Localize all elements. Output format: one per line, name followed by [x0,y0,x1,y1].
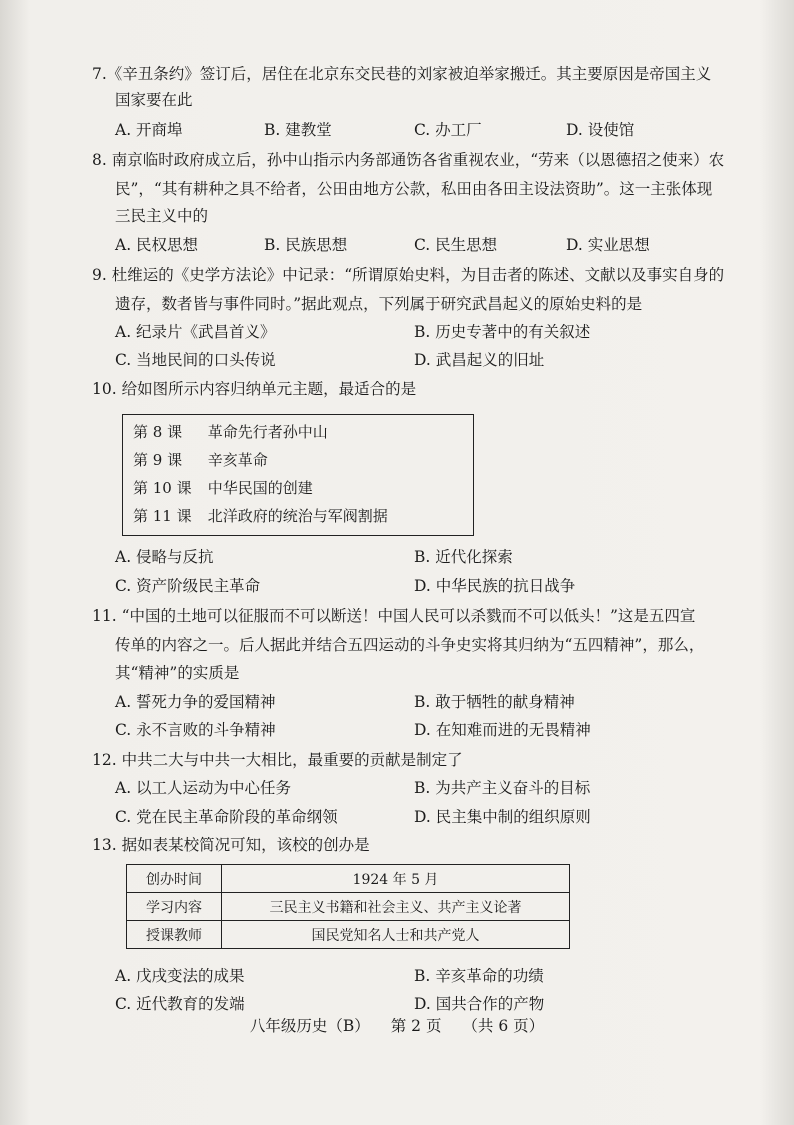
q10-option-b: B. 近代化探索 [414,548,513,566]
lesson-row [133,505,388,526]
q12-option-b: B. 为共产主义奋斗的目标 [414,779,591,797]
lesson-list-box [122,414,474,536]
q8-stem-line1: 8. 南京临时政府成立后，孙中山指示内务部通饬各省重视农业，“劳来（以恩德招之使来）农 [92,151,725,169]
q11-stem-line3: 其“精神”的实质是 [115,664,240,682]
table-row [127,865,570,893]
lesson-number: 第 8 课 [133,423,183,441]
q8-stem-line2: 民”，“其有耕种之具不给者，公田由地方公款，私田由各田主设法资助”。这一主张体现 [115,180,713,198]
footer-subject: 八年级历史（B） [249,1017,370,1035]
q9-option-d: D. 武昌起义的旧址 [414,351,545,369]
lesson-row [133,449,268,470]
q10-stem: 10. 给如图所示内容归纳单元主题，最适合的是 [92,380,417,398]
q8-stem-line3: 三民主义中的 [115,207,209,225]
q7-option-b: B. 建教堂 [264,121,332,139]
q9-stem-line1: 9. 杜维运的《史学方法论》中记录：“所谓原始史料，为目击者的陈述、文献以及事实自身的 [92,266,725,284]
q12-option-d: D. 民主集中制的组织原则 [414,808,591,826]
table-header-cell: 学习内容 [127,893,222,921]
q8-option-d: D. 实业思想 [566,236,650,254]
lesson-number: 第 10 课 [133,479,192,497]
school-info-table [126,864,570,949]
q7-option-a: A. 开商埠 [115,121,183,139]
q11-option-a: A. 誓死力争的爱国精神 [115,693,276,711]
table-cell: 1924 年 5 月 [222,865,570,893]
table-header-cell: 授课教师 [127,921,222,949]
q9-option-a: A. 纪录片《武昌首义》 [115,323,276,341]
q13-option-a: A. 戊戌变法的成果 [115,967,245,985]
q9-option-c: C. 当地民间的口头传说 [115,351,276,369]
q10-option-a: A. 侵略与反抗 [115,548,214,566]
lesson-title: 辛亥革命 [207,451,268,469]
q13-option-b: B. 辛亥革命的功绩 [414,967,544,985]
footer-total-pages: （共 6 页） [462,1017,545,1035]
footer-page-number: 第 2 页 [390,1017,442,1035]
q11-option-b: B. 敢于牺牲的献身精神 [414,693,575,711]
q7-stem-line1: 7.《辛丑条约》签订后，居住在北京东交民巷的刘家被迫举家搬迁。其主要原因是帝国主义 [92,65,712,83]
q11-stem-line1: 11. “中国的土地可以征服而不可以断送！中国人民可以杀戮而不可以低头！”这是五四宣 [92,607,696,625]
table-cell: 三民主义书籍和社会主义、共产主义论著 [222,893,570,921]
q12-option-c: C. 党在民主革命阶段的革命纲领 [115,808,338,826]
q10-option-c: C. 资产阶级民主革命 [115,577,261,595]
q11-option-d: D. 在知难而进的无畏精神 [414,721,591,739]
lesson-title: 中华民国的创建 [207,479,313,497]
lesson-number: 第 11 课 [133,507,192,525]
lesson-row [133,477,313,498]
lesson-row [133,421,328,442]
table-row [127,893,570,921]
q8-option-b: B. 民族思想 [264,236,348,254]
q11-option-c: C. 永不言败的斗争精神 [115,721,276,739]
q10-option-d: D. 中华民族的抗日战争 [414,577,576,595]
q7-option-c: C. 办工厂 [414,121,482,139]
q9-option-b: B. 历史专著中的有关叙述 [414,323,591,341]
q12-stem: 12. 中共二大与中共一大相比，最重要的贡献是制定了 [92,751,463,769]
table-row [127,921,570,949]
table-header-cell: 创办时间 [127,865,222,893]
q8-option-a: A. 民权思想 [115,236,199,254]
table-cell: 国民党知名人士和共产党人 [222,921,570,949]
q12-option-a: A. 以工人运动为中心任务 [115,779,292,797]
q13-option-c: C. 近代教育的发端 [115,995,245,1013]
q13-option-d: D. 国共合作的产物 [414,995,545,1013]
q9-stem-line2: 遗存，数者皆与事件同时。”据此观点，下列属于研究武昌起义的原始史料的是 [115,295,643,313]
q7-option-d: D. 设使馆 [566,121,635,139]
lesson-title: 北洋政府的统治与军阀割据 [207,507,388,525]
lesson-title: 革命先行者孙中山 [207,423,328,441]
page-footer [0,1014,794,1036]
q7-stem-line2: 国家要在此 [115,91,193,109]
lesson-number: 第 9 课 [133,451,183,469]
q13-stem: 13. 据如表某校简况可知，该校的创办是 [92,836,370,854]
q8-option-c: C. 民生思想 [414,236,498,254]
q11-stem-line2: 传单的内容之一。后人据此并结合五四运动的斗争史实将其归纳为“五四精神”，那么， [115,636,705,654]
